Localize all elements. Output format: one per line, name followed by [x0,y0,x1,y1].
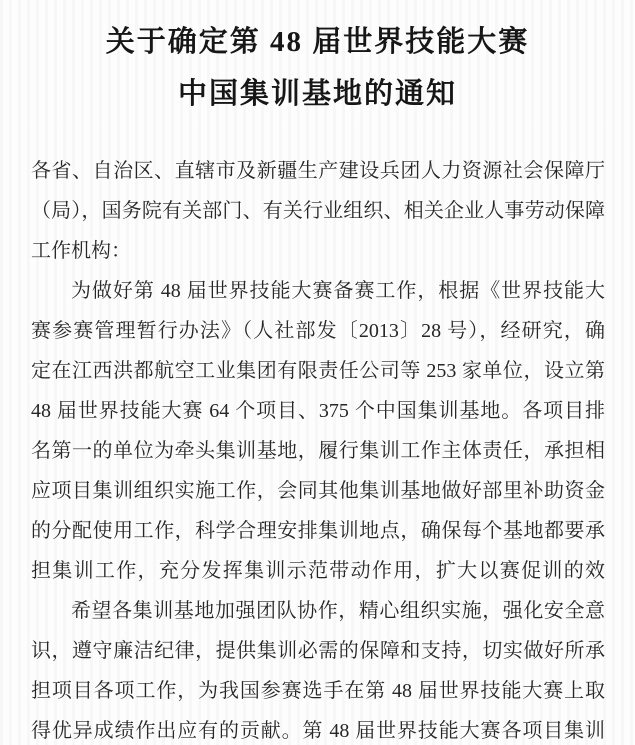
body-line: 应项目集训组织实施工作，会同其他集训基地做好部里补助资金 [31,480,605,502]
body-line: 的分配使用工作，科学合理安排集训地点，确保每个基地都要承 [31,520,605,542]
body-line: 为做好第 48 届世界技能大赛备赛工作，根据《世界技能大 [71,280,605,302]
body-line: （局），国务院有关部门、有关行业组织、相关企业人事劳动保障 [31,200,605,222]
paragraph-body-2 [31,591,605,745]
body-line: 定在江西洪都航空工业集团有限责任公司等 253 家单位，设立第 [31,360,605,382]
document-title [0,16,635,120]
paragraph-body-1 [31,271,605,591]
body-line: 担项目各项工作，为我国参赛选手在第 48 届世界技能大赛上取 [31,680,605,702]
title-line-2: 中国集训基地的通知 [177,78,457,110]
body-line: 希望各集训基地加强团队协作，精心组织实施，强化安全意 [71,600,605,622]
body-line: 识，遵守廉洁纪律，提供集训必需的保障和支持，切实做好所承 [31,640,605,662]
body-line: 工作机构： [31,240,131,262]
title-line-1: 关于确定第 48 届世界技能大赛 [105,26,530,58]
body-line: 名第一的单位为牵头集训基地，履行集训工作主体责任，承担相 [31,440,605,462]
document-body [31,151,605,745]
body-line: 48 届世界技能大赛 64 个项目、375 个中国集训基地。各项目排 [31,400,605,422]
body-line: 担集训工作，充分发挥集训示范带动作用，扩大以赛促训的效 [31,560,605,582]
paragraph-salutation [31,151,605,271]
body-line: 得优异成绩作出应有的贡献。第 48 届世界技能大赛各项目集训 [31,720,605,742]
body-line: 各省、自治区、直辖市及新疆生产建设兵团人力资源社会保障厅 [31,160,605,182]
body-line: 赛参赛管理暂行办法》（人社部发〔2013〕28 号），经研究，确 [31,320,605,342]
